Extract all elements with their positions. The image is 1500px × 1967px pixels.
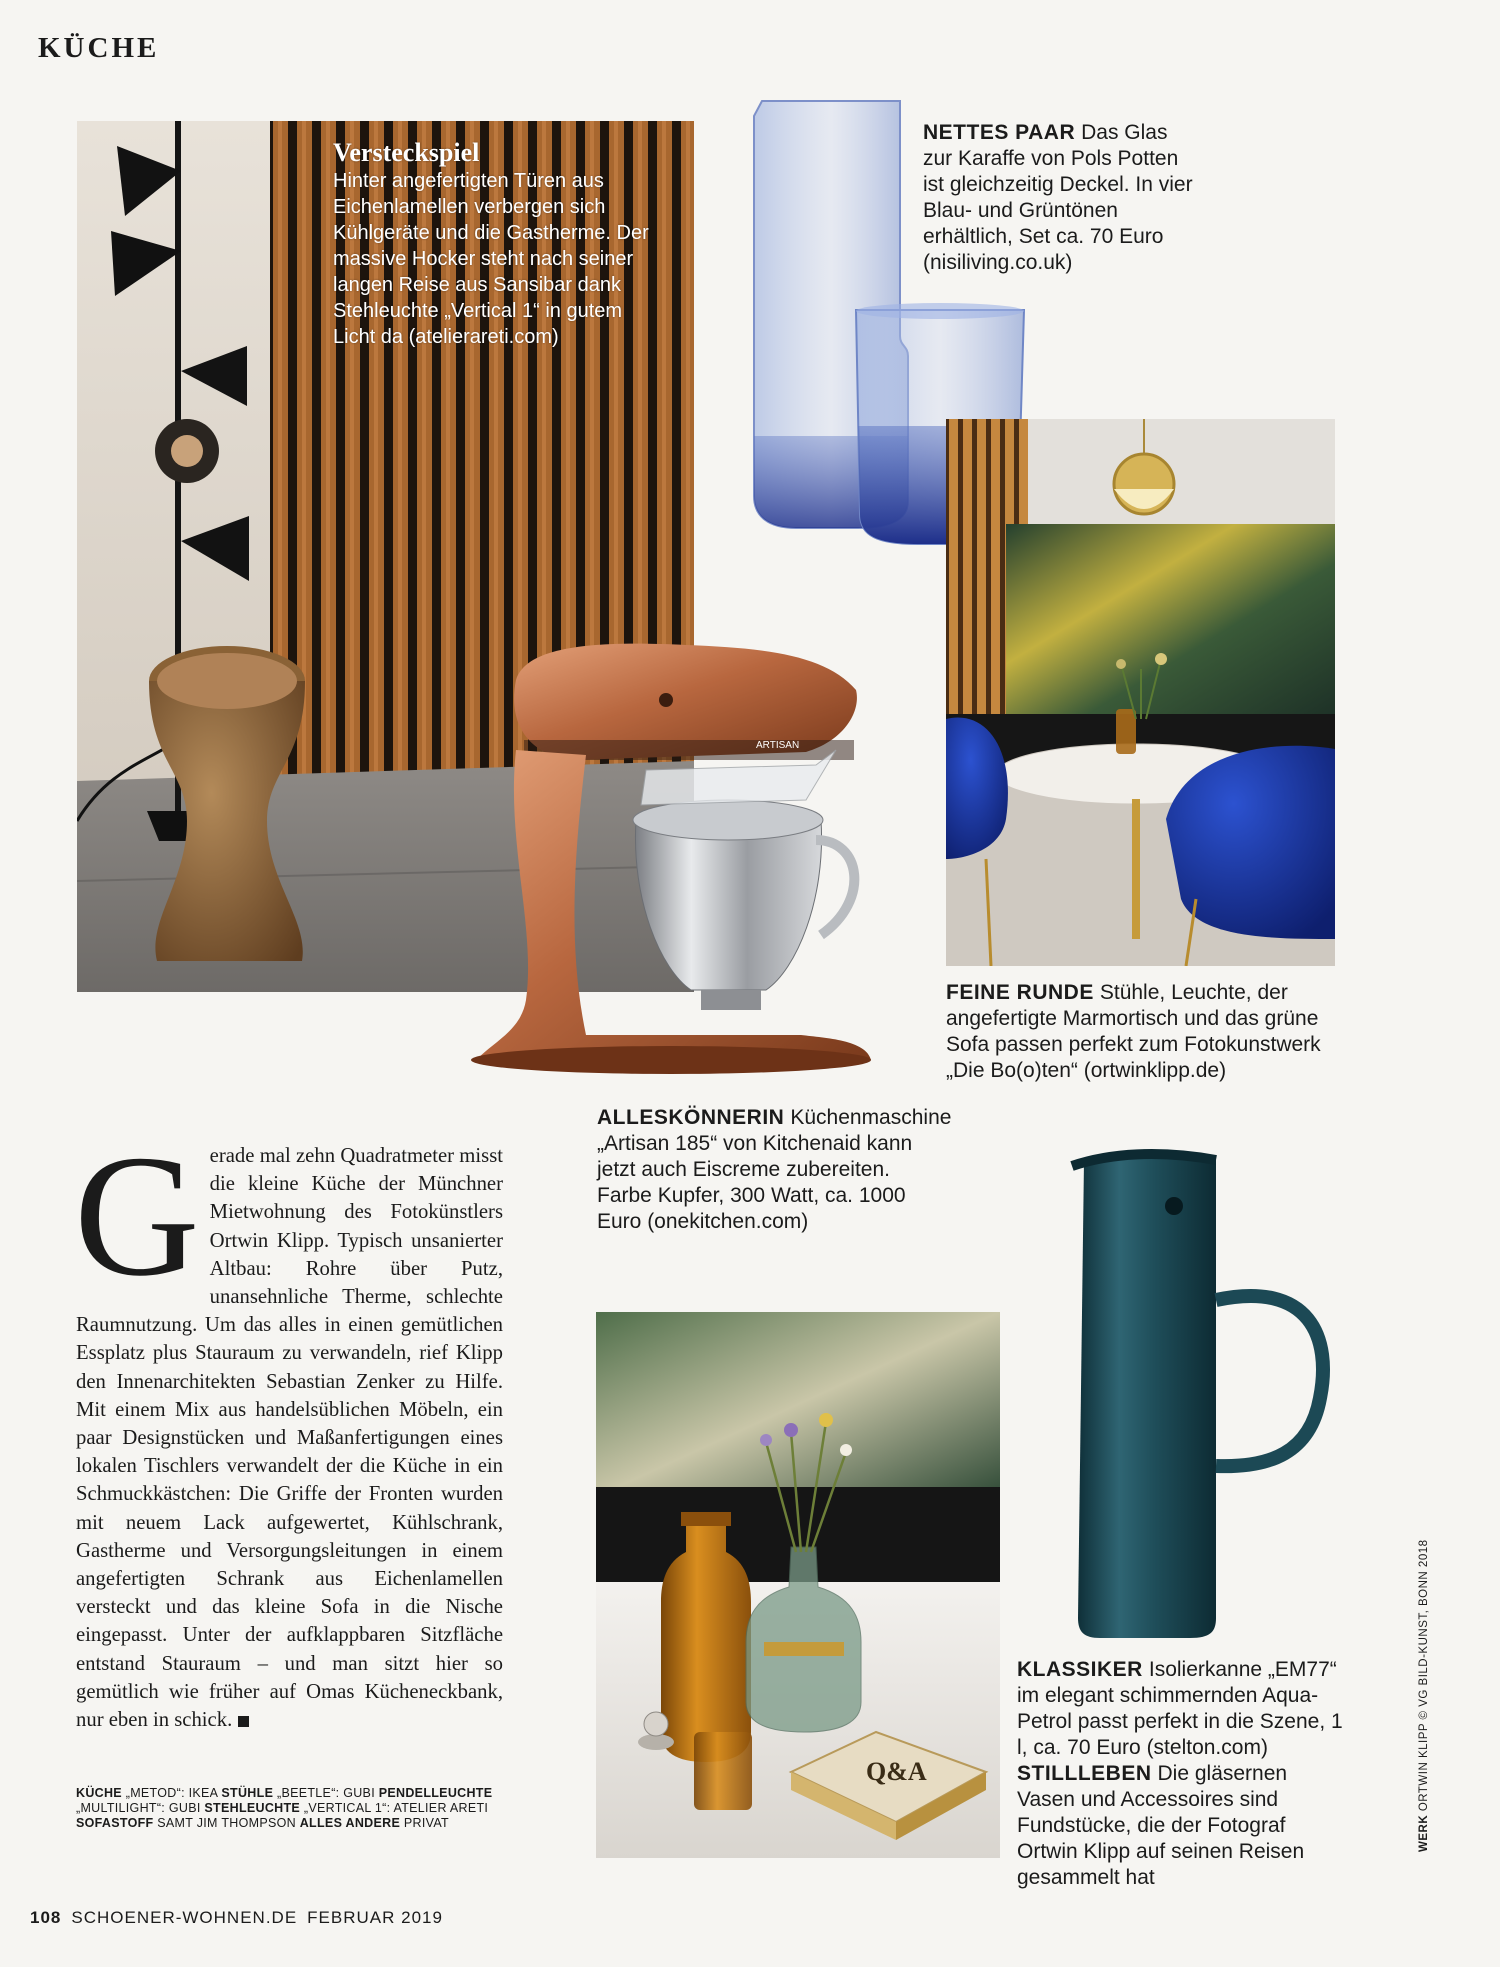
credit-label: STÜHLE: [221, 1786, 274, 1800]
product-vacuum-jug: [1070, 1148, 1332, 1640]
caption-feine-runde: [946, 980, 1336, 1084]
caption-title: ALLESKÖNNERIN: [597, 1106, 785, 1129]
article-text: erade mal zehn Quadratmeter misst die kleine Küche der Münchner Mietwohnung des Fotokünstlers Ortwin Klipp. Typisch unsanierter Altbau: Rohre über Putz, unansehnliche Therme, schlechte Raumnutzung. Um das alles in einen gemütlichen Essplatz plus Stauraum zu verwandeln, rief Klipp den Innenarchitekten Sebastian Zenker zu Hilfe. Mit einem Mix aus handelsüblichen Möbeln, ein paar Designstücken und Maßanfertigungen eines lokalen Tischlers verwandelt der die Küche in ein Schmuckkästchen: Die Griffe der Fronten wurden mit neuem Lack aufgewertet, Kühlschrank, Gastherme und Versorgungsleitungen in einem angefertigten Schrank aus Eichenlamellen versteckt und das kleine Sofa in die Nische eingepasst. Unter der aufklappbaren Sitzfläche entstand Stauraum – und man sitzt hier so gemütlich wie früher auf Omas Kücheneckbank, nur eben in schick.: [76, 1145, 503, 1732]
caption-text: Hinter angefertigten Türen aus Eichenlamellen verbergen sich Kühlgeräte und die Gastherme. Der massive Hocker steht nach seiner langen Reise aus Sansibar dank Stehleuchte „Vertical 1“ in gutem Licht da (atelierareti.com): [333, 170, 649, 348]
credit-value: „MULTILIGHT“: GUBI: [76, 1801, 201, 1815]
mixer-brand-label: ARTISAN: [756, 740, 800, 751]
credits-list: [76, 1786, 506, 1831]
photo-still-life: [596, 1312, 1000, 1858]
credit-value: ORTWIN KLIPP © VG BILD-KUNST, BONN 2018: [1418, 1539, 1430, 1812]
caption-title: STILLLEBEN: [1017, 1762, 1152, 1785]
credit-label: KÜCHE: [76, 1786, 122, 1800]
caption-text: Stühle, Leuchte, der angefertigte Marmortisch und das grüne Sofa passen perfekt zum Fotokunstwerk „Die Bo(o)ten“ (ortwinklipp.de): [946, 981, 1321, 1082]
credit-label: ALLES ANDERE: [299, 1816, 401, 1830]
caption-text: Das Glas zur Karaffe von Pols Potten ist gleichzeitig Deckel. In vier Blau- und Grüntönen erhältlich, Set ca. 70 Euro (nisiliving.co.uk): [923, 121, 1193, 274]
photo-dining-nook: [946, 419, 1335, 966]
caption-title: Versteckspiel: [333, 138, 480, 167]
drop-cap: G: [74, 1119, 200, 1312]
caption-title: FEINE RUNDE: [946, 981, 1094, 1004]
credit-value: PRIVAT: [403, 1816, 449, 1830]
end-mark-icon: [238, 1716, 249, 1727]
caption-klassiker: [1017, 1657, 1347, 1761]
caption-title: KLASSIKER: [1017, 1658, 1143, 1681]
caption-text: Küchenmaschine „Artisan 185“ von Kitchenaid kann jetzt auch Eiscreme zubereiten. Farbe Kupfer, 300 Watt, ca. 1000 Euro (onekitchen.com): [597, 1106, 952, 1233]
caption-alleskoennerin: [597, 1105, 952, 1235]
credit-value: „BEETLE“: GUBI: [277, 1786, 375, 1800]
caption-nettes-paar: [923, 120, 1193, 276]
photo-credit-vertical: [1418, 1472, 1430, 1852]
credit-label: STEHLEUCHTE: [204, 1801, 301, 1815]
credit-value: „VERTICAL 1“: ATELIER ARETI: [303, 1801, 489, 1815]
credit-label: PENDELLEUCHTE: [378, 1786, 493, 1800]
section-label: KÜCHE: [38, 32, 160, 64]
credit-label: SOFASTOFF: [76, 1816, 154, 1830]
caption-stillleben: [1017, 1761, 1347, 1891]
credit-label: WERK: [1418, 1814, 1430, 1852]
footer-site: SCHOENER-WOHNEN.DE: [71, 1908, 298, 1927]
caption-versteckspiel: [333, 140, 668, 350]
caption-text: Die gläsernen Vasen und Accessoires sind Fundstücke, die der Fotograf Ortwin Klipp auf seinen Reisen gesammelt hat: [1017, 1762, 1305, 1889]
book-label: Q&A: [866, 1757, 927, 1786]
article-body: [74, 1119, 503, 1734]
caption-title: NETTES PAAR: [923, 121, 1076, 144]
page-footer: [30, 1908, 443, 1928]
footer-issue: FEBRUAR 2019: [307, 1908, 443, 1927]
product-stand-mixer: [466, 640, 916, 1090]
page-number: 108: [30, 1908, 62, 1927]
credit-value: SAMT JIM THOMPSON: [157, 1816, 296, 1830]
credit-value: „METOD“: IKEA: [125, 1786, 218, 1800]
caption-text: Isolierkanne „EM77“ im elegant schimmernden Aqua-Petrol passt perfekt in die Szene, 1 l, ca. 70 Euro (stelton.com): [1017, 1658, 1343, 1759]
